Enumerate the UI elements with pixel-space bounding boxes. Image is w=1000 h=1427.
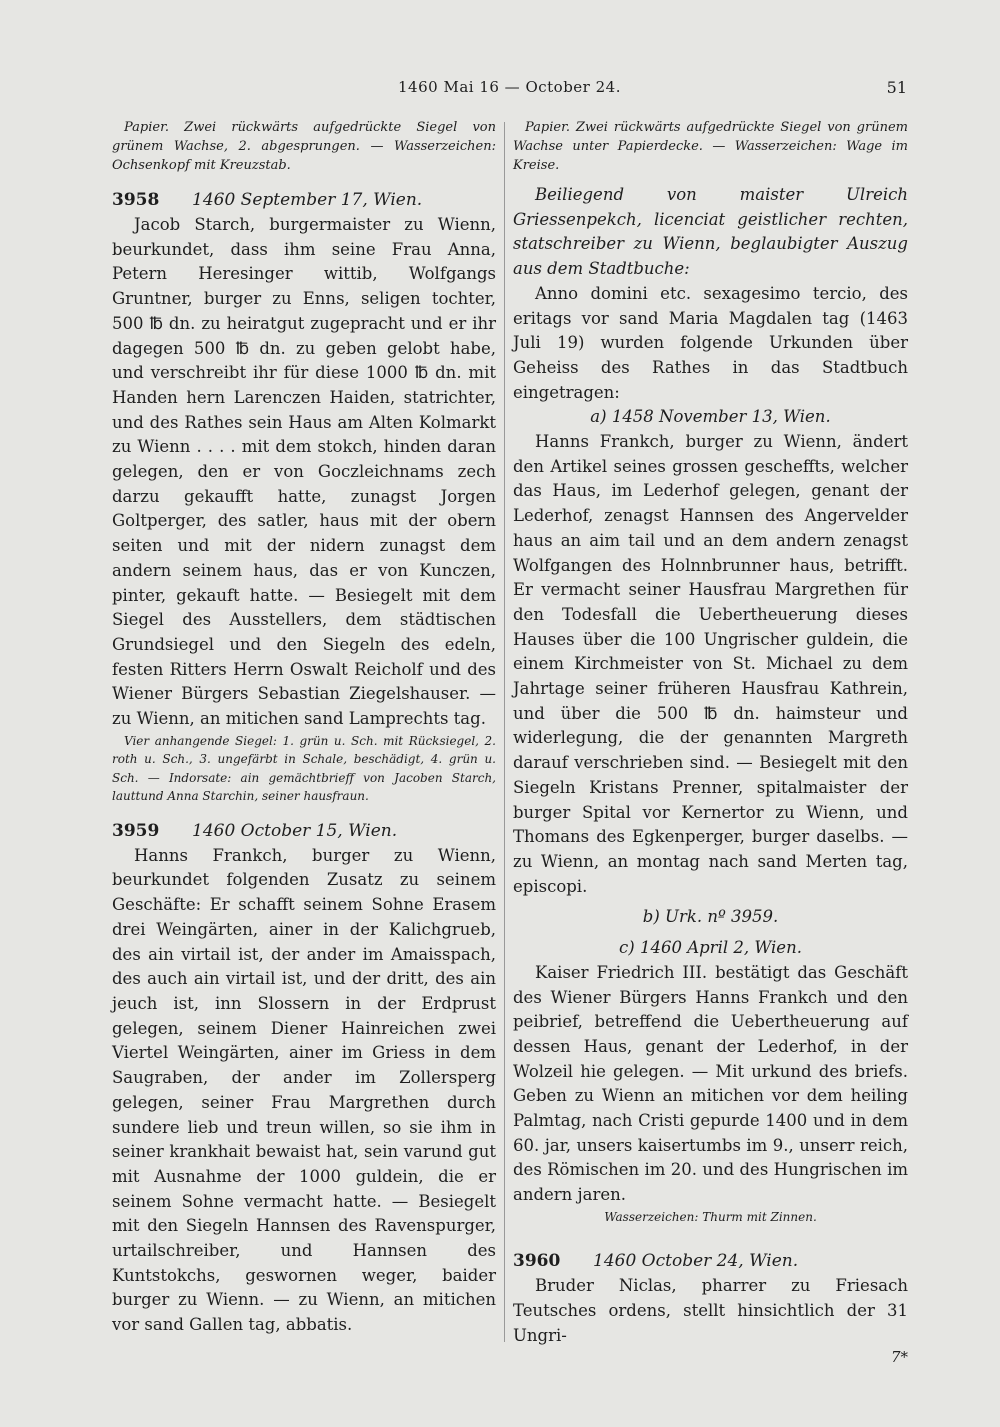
running-header: [112, 78, 907, 102]
subheading-b: b) Urk. nº 3959.: [642, 907, 779, 927]
entry-number: 3958: [112, 190, 160, 210]
subheading-c: c) 1460 April 2, Wien.: [619, 938, 802, 958]
entry-date: 1460 September 17, Wien.: [192, 190, 423, 210]
subheading-a: a) 1458 November 13, Wien.: [590, 407, 831, 427]
entry-heading-3958: [112, 187, 496, 213]
entry-heading-3960: [513, 1248, 908, 1274]
entry-text-3959: Hanns Frankch, burger zu Wienn, beurkundet folgenden Zusatz zu seinem Geschäfte: Er schafft seinem Sohne Erasem drei Weingärten, ainer in der Kalichgrueb, des ain virtail ist, der ander im Amaisspach, des auch ain virtail ist, und der dritt, des ain jeuch ist, inn Slossern in der Erdprust gelegen, seinem Diener Hainreichen zwei Viertel Weingärten, ainer im Griess in dem Saugraben, der ander im Zollersperg gelegen, seiner Frau Margrethen durch sundere lieb und treun willen, so sie ihm in seiner krankhait bewaist hat, sein varund gut mit Ausnahme der 1000 guldein, die er seinem Sohne vermacht hatte. — Besiegelt mit den Siegeln Hannsen des Ravenspurger, urtailschreiber, und Hannsen des Kuntstokchs, geswornen weger, baider burger zu Wienn. — zu Wienn, an mitichen vor sand Gallen tag, abbatis.: [112, 845, 496, 1335]
paragraph-c: Kaiser Friedrich III. bestätigt das Geschäft des Wiener Bürgers Hanns Frankch und den peibrief, betreffend die Uebertheuerung auf dessen Haus, genant der Lederhof, in der Wolzeil hie gelegen. — Mit urkund des briefs. Geben zu Wienn an mitichen vor dem heiling Palmtag, nach Cristi gepurde 1400 und in dem 60. jar, unsers kaisertumbs im 9., unserr reich, des Römischen im 20. und des Hungrischen im andern jaren.: [513, 962, 908, 1205]
paragraph-anno-domini: Anno domini etc. sexagesimo tercio, des eritags vor sand Maria Magdalen tag (1463 Juli 19) wurden folgende Urkunden über Geheiss des Rathes in das Stadtbuch eingetragen:: [513, 283, 908, 402]
entry-heading-3959: [112, 818, 496, 844]
entry-text-3960: Bruder Niclas, pharrer zu Friesach Teutsches ordens, stellt hinsichtlich der 31 Ungri-: [513, 1276, 908, 1345]
entry-date: 1460 October 15, Wien.: [192, 820, 398, 841]
header-title: 1460 Mai 16 — October 24.: [398, 78, 621, 96]
entry-text-3958: Jacob Starch, burgermaister zu Wienn, beurkundet, dass ihm seine Frau Anna, Petern Heresinger wittib, Wolfgangs Gruntner, burger zu Enns, seligen tochter, 500 ℔ dn. zu heiratgut zugepracht und er ihr dagegen 500 ℔ dn. zu geben gelobt habe, und verschreibt ihr für diese 1000 ℔ dn. mit Handen hern Larenczen Haiden, statrichter, und des Rathes sein Haus am Alten Kolmarkt zu Wienn . . . . mit dem stokch, hinden daran gelegen, den er von Goczleichnams zech darzu gekaufft hatte, zunagst Jorgen Goltperger, des satler, haus mit der obern seiten und mit der nidern zunagst dem andern seinem haus, das er von Kunczen, pinter, gekauft hatte. — Besiegelt mit dem Siegel des Ausstellers, dem städtischen Grundsiegel und den Siegeln des edeln, festen Ritters Herrn Oswalt Reicholf und des Wiener Bürgers Sebastian Ziegelshauser. — zu Wienn, an mitichen sand Lamprechts tag.: [112, 215, 496, 729]
page-number: 51: [886, 78, 907, 97]
entry-note-3958: Vier anhangende Siegel: 1. grün u. Sch. mit Rücksiegel, 2. roth u. Sch., 3. ungefärbt in Schale, beschädigt, 4. grün u. Sch. — Indorsate: ain gemächtbrieff von Jacoben Starch, lauttund Anna Starchin, seiner hausfraun.: [112, 733, 496, 804]
entry-date: 1460 October 24, Wien.: [593, 1251, 799, 1272]
column-divider: [504, 122, 505, 1342]
intro-paragraph: Beiliegend von maister Ulreich Griessenpekch, licenciat geistlicher rechten, statschreiber zu Wienn, beglaubigter Auszug aus dem Stadtbuche:: [513, 185, 908, 279]
right-column: [513, 118, 908, 1368]
paragraph-a: Hanns Frankch, burger zu Wienn, ändert den Artikel seines grossen gescheffts, welcher das Haus, im Lederhof gelegen, genant der Lederhof, zenagst Hannsen des Angervelder haus an aim tail und an dem andern zenagst Wolfgangen des Holnnbrunner haus, betrifft. Er vermacht seiner Hausfrau Margrethen für den Todesfall die Uebertheuerung dieses Hauses über die 100 Ungrischer guldein, die einem Kirchmeister von St. Michael zu dem Jahrtage seiner früheren Hausfrau Kathrein, und über die 500 ℔ dn. haimsteur und widerlegung, die der genannten Margreth darauf verschrieben sind. — Besiegelt mit den Siegeln Kristans Prenner, spitalmaister der burger Spital vor Kernertor zu Wienn, und Thomans des Egkenperger, burger daselbs. — zu Wienn, an montag nach sand Merten tag, episcopi.: [513, 432, 908, 896]
right-top-note: Papier. Zwei rückwärts aufgedrückte Siegel von grünem Wachse unter Papierdecke. — Wasserzeichen: Wage im Kreise.: [513, 120, 908, 173]
entry-number: 3959: [112, 820, 160, 841]
entry-number: 3960: [513, 1251, 561, 1272]
left-top-note: Papier. Zwei rückwärts aufgedrückte Siegel von grünem Wachse, 2. abgesprungen. — Wasserzeichen: Ochsenkopf mit Kreuzstab.: [112, 120, 496, 173]
note-c: Wasserzeichen: Thurm mit Zinnen.: [604, 1209, 817, 1224]
left-column: [112, 118, 496, 1338]
signature-mark: 7*: [890, 1348, 908, 1367]
